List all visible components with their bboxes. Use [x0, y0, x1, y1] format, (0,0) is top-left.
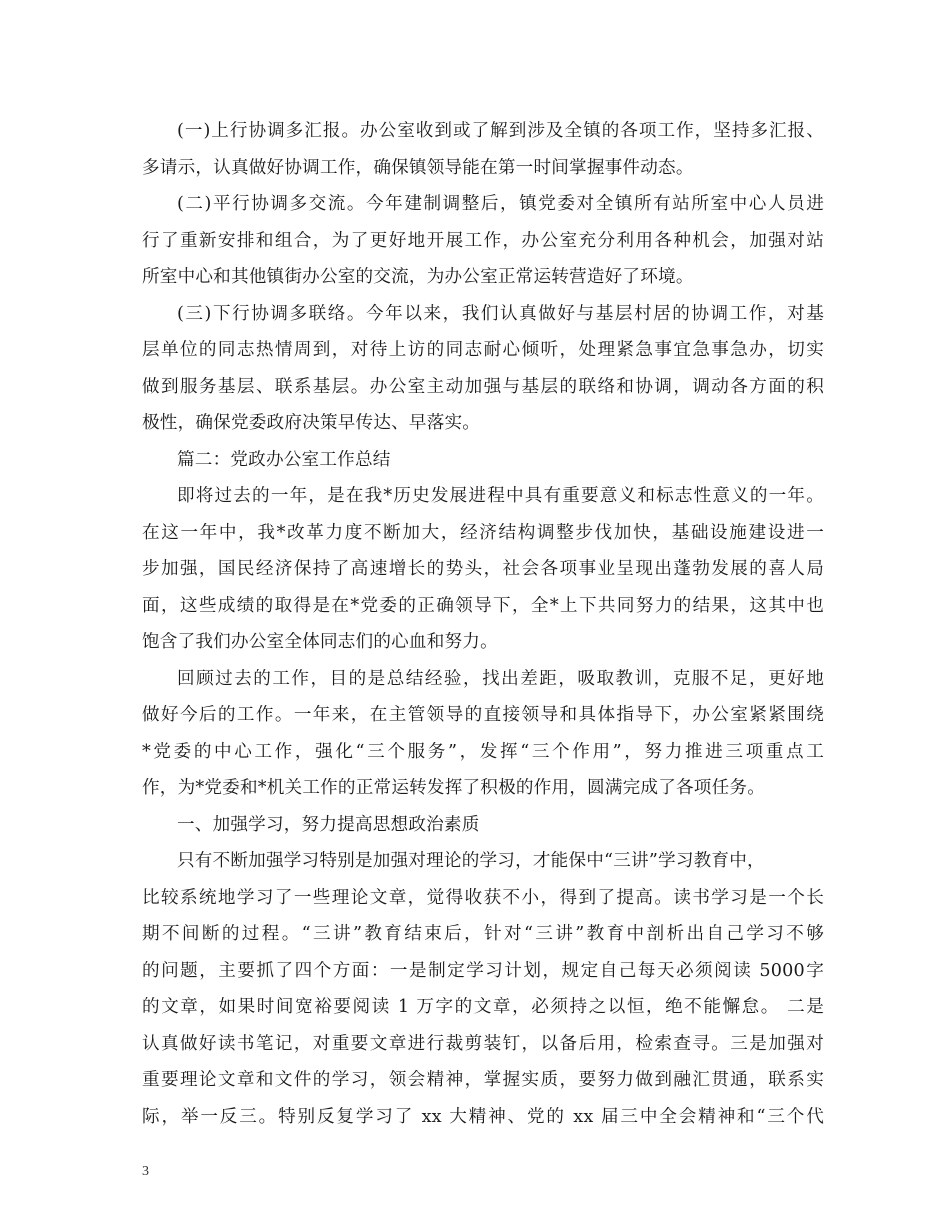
- text-line: 饱含了我们办公室全体同志们的心血和努力。: [142, 632, 498, 652]
- text-line: 篇二：党政办公室工作总结: [177, 449, 391, 470]
- text-line: 作，为*党委和*机关工作的正常运转发挥了积极的作用，圆满完成了各项任务。: [142, 778, 765, 798]
- text-line: (二)平行协调多交流。今年建制调整后，镇党委对全镇所有站所室中心人员进: [177, 194, 824, 214]
- body-text: [142, 113, 824, 1135]
- text-line: 认真做好读书笔记，对重要文章进行裁剪装钉，以备后用，检索查寻。三是加强对: [142, 1033, 824, 1054]
- text-line: 的文章，如果时间宽裕要阅读 1 万字的文章，必须持之以恒，绝不能懈怠。 二是: [142, 997, 824, 1017]
- page-number: 3: [142, 1164, 149, 1179]
- text-line: *党委的中心工作，强化“三个服务”，发挥“三个作用”，努力推进三项重点工: [142, 741, 824, 762]
- text-line: 极性，确保党委政府决策早传达、早落实。: [142, 413, 481, 433]
- text-line: (一)上行协调多汇报。办公室收到或了解到涉及全镇的各项工作，坚持多汇报、: [177, 121, 824, 141]
- text-line: (三)下行协调多联络。今年以来，我们认真做好与基层村居的协调工作，对基: [177, 303, 824, 324]
- text-line: 的问题，主要抓了四个方面：一是制定学习计划，规定自己每天必须阅读 5000字: [142, 960, 824, 981]
- text-line: 期不间断的过程。“三讲”教育结束后，针对“三讲”教育中剖析出自己学习不够: [142, 924, 824, 944]
- text-line: 多请示，认真做好协调工作，确保镇领导能在第一时间掌握事件动态。: [142, 157, 694, 178]
- text-line: 即将过去的一年，是在我*历史发展进程中具有重要意义和标志性意义的一年。: [177, 486, 824, 506]
- text-line: 比较系统地学习了一些理论文章，觉得收获不小，得到了提高。读书学习是一个长: [142, 887, 824, 908]
- text-line: 所室中心和其他镇街办公室的交流，为办公室正常运转营造好了环境。: [142, 267, 694, 287]
- text-line: 做好今后的工作。一年来，在主管领导的直接领导和具体指导下，办公室紧紧围绕: [142, 705, 824, 725]
- text-line: 只有不断加强学习特别是加强对理论的学习，才能保中“三讲”学习教育中，: [177, 851, 765, 871]
- text-line: 回顾过去的工作，目的是总结经验，找出差距，吸取教训，克服不足，更好地: [177, 668, 824, 689]
- text-line: 一、加强学习，努力提高思想政治素质: [177, 814, 480, 835]
- text-line: 面，这些成绩的取得是在*党委的正确领导下，全*上下共同努力的结果，这其中也: [142, 595, 824, 616]
- text-line: 行了重新安排和组合，为了更好地开展工作，办公室充分利用各种机会，加强对站: [142, 230, 824, 251]
- text-line: 在这一年中，我*改革力度不断加大，经济结构调整步伐加快，基础设施建设进一: [142, 522, 824, 543]
- text-line: 际，举一反三。特别反复学习了 xx 大精神、党的 xx 届三中全会精神和“三个代: [142, 1106, 824, 1127]
- text-line: 重要理论文章和文件的学习，领会精神，掌握实质，要努力做到融汇贯通，联系实: [142, 1070, 824, 1090]
- text-line: 做到服务基层、联系基层。办公室主动加强与基层的联络和协调，调动各方面的积: [142, 376, 824, 397]
- text-line: 步加强，国民经济保持了高速增长的势头，社会各项事业呈现出蓬勃发展的喜人局: [142, 559, 824, 579]
- text-line: 层单位的同志热情周到，对待上访的同志耐心倾听，处理紧急事宜急事急办，切实: [142, 340, 824, 360]
